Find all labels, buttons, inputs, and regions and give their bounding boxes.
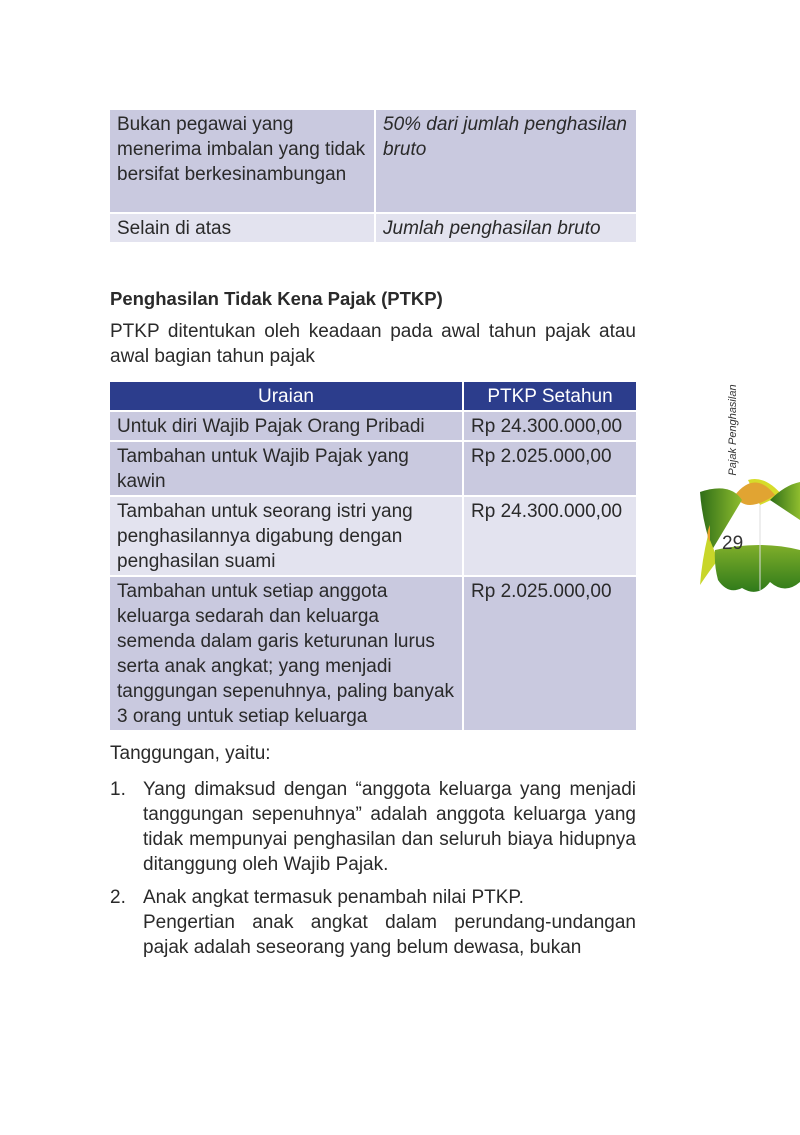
list-number: 2.: [110, 887, 126, 908]
table-cell: Rp 2.025.000,00: [464, 442, 636, 495]
table-row: [110, 577, 636, 730]
table-row: [110, 214, 636, 242]
table-cell: Selain di atas: [110, 214, 374, 242]
page-number: 29: [722, 533, 744, 554]
table-row: [110, 110, 636, 212]
column-header: PTKP Setahun: [464, 382, 636, 410]
table-row: [110, 497, 636, 575]
table-cell: Tambahan untuk setiap anggota keluarga sedarah dan keluarga semenda dalam garis keturunan lurus serta anak angkat; yang menjadi tanggungan sepenuhnya, paling banyak 3 orang untuk setiap keluarga: [110, 577, 462, 730]
section-heading: Penghasilan Tidak Kena Pajak (PTKP): [110, 288, 443, 309]
table-cell: Rp 2.025.000,00: [464, 577, 636, 730]
table-row: [110, 412, 636, 440]
list-text-continued: Pengertian anak angkat dalam perundang-undangan pajak adalah seseorang yang belum dewasa, bukan: [143, 912, 636, 958]
table-cell: Bukan pegawai yang menerima imbalan yang tidak bersifat berkesinambungan: [110, 110, 374, 212]
list-number: 1.: [110, 779, 126, 800]
table-cell: Untuk diri Wajib Pajak Orang Pribadi: [110, 412, 462, 440]
table-header-row: [110, 382, 636, 410]
list-item: [110, 885, 636, 960]
table-cell: Jumlah penghasilan bruto: [376, 214, 636, 242]
list-item: [110, 777, 636, 877]
list-text: Anak angkat termasuk penambah nilai PTKP.: [143, 887, 524, 908]
intro-paragraph: PTKP ditentukan oleh keadaan pada awal tahun pajak atau awal bagian tahun pajak: [110, 321, 636, 367]
table-cell: Tambahan untuk Wajib Pajak yang kawin: [110, 442, 462, 495]
table-cell: Rp 24.300.000,00: [464, 497, 636, 575]
tanggungan-label: Tanggungan, yaitu:: [110, 743, 271, 764]
list-text: Yang dimaksud dengan “anggota keluarga yang menjadi tanggungan sepenuhnya” adalah anggota keluarga yang tidak mempunyai penghasilan dan seluruh biaya hidupnya ditanggung oleh Wajib Pajak.: [143, 779, 636, 875]
ptkp-table: [108, 380, 638, 732]
chapter-label: Pajak Penghasilan: [727, 384, 739, 476]
column-header: Uraian: [110, 382, 462, 410]
table-cell: Tambahan untuk seorang istri yang penghasilannya digabung dengan penghasilan suami: [110, 497, 462, 575]
income-basis-table: [108, 108, 638, 244]
table-cell: 50% dari jumlah penghasilan bruto: [376, 110, 636, 212]
table-row: [110, 442, 636, 495]
table-cell: Rp 24.300.000,00: [464, 412, 636, 440]
page-ornament-icon: [700, 470, 800, 595]
